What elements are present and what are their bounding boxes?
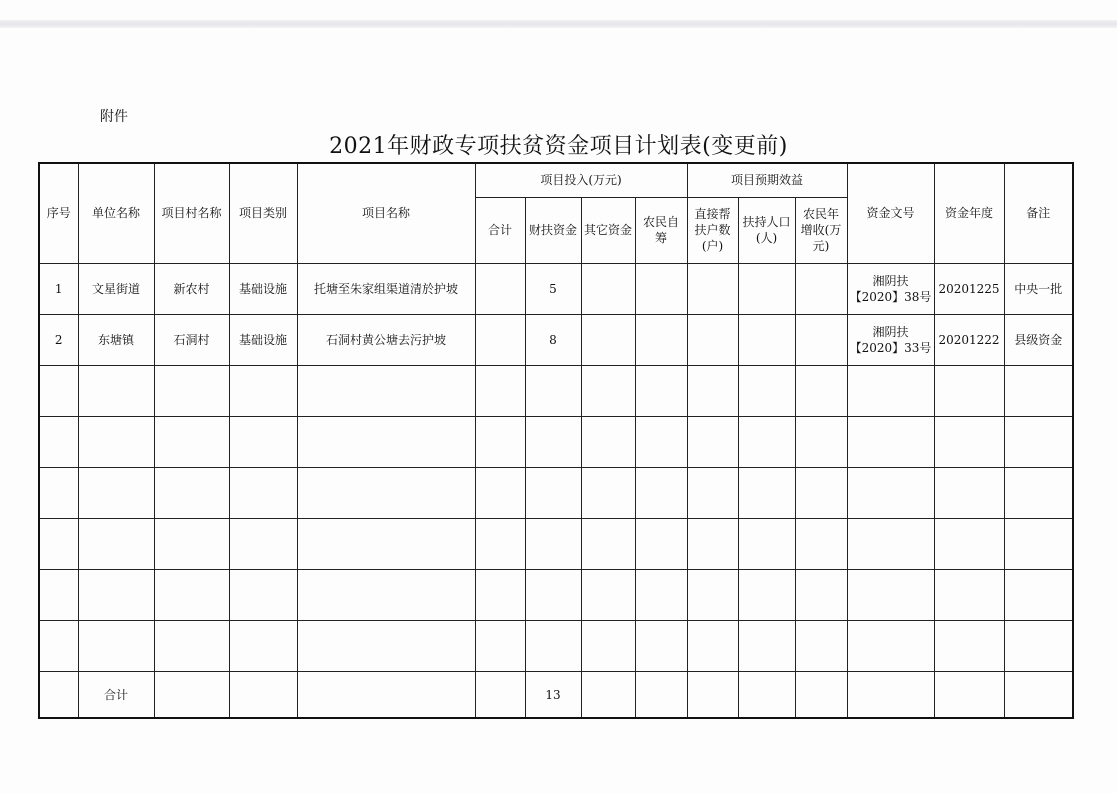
table-row xyxy=(39,314,1073,365)
empty-row xyxy=(39,365,1073,416)
header-total: 合计 xyxy=(475,197,525,263)
empty-row xyxy=(39,416,1073,467)
header-income-increase: 农民年增收(万元) xyxy=(795,197,847,263)
header-fund-year: 资金年度 xyxy=(934,163,1004,263)
cell-fund-doc: 湘阴扶【2020】33号 xyxy=(847,314,934,365)
attachment-label: 附件 xyxy=(100,109,128,125)
cell-remarks: 县级资金 xyxy=(1004,314,1073,365)
total-label: 合计 xyxy=(78,672,154,718)
cell-seq: 2 xyxy=(39,314,78,365)
cell-self-raised xyxy=(635,314,687,365)
cell-poverty-fund: 8 xyxy=(525,314,581,365)
cell-other-fund xyxy=(581,263,635,314)
total-poverty-fund: 13 xyxy=(525,672,581,718)
empty-row xyxy=(39,621,1073,672)
cell-project: 石洞村黄公塘去污护坡 xyxy=(297,314,475,365)
cell-population xyxy=(738,314,795,365)
header-remarks: 备注 xyxy=(1004,163,1073,263)
empty-row xyxy=(39,519,1073,570)
cell-total xyxy=(475,263,525,314)
cell-income xyxy=(795,314,847,365)
header-population: 扶持人口(人) xyxy=(738,197,795,263)
cell-fund-year: 20201225 xyxy=(934,263,1004,314)
cell-self-raised xyxy=(635,263,687,314)
empty-row xyxy=(39,467,1073,518)
header-row-1 xyxy=(39,163,1073,197)
header-direct-households: 直接帮扶户数(户) xyxy=(687,197,738,263)
cell-village: 石洞村 xyxy=(154,314,229,365)
cell-poverty-fund: 5 xyxy=(525,263,581,314)
header-category: 项目类别 xyxy=(229,163,297,263)
empty-row xyxy=(39,570,1073,621)
cell-project: 托塘至朱家组渠道清於护坡 xyxy=(297,263,475,314)
header-fund-doc: 资金文号 xyxy=(847,163,934,263)
page-title: 2021年财政专项扶贫资金项目计划表(变更前) xyxy=(329,134,788,159)
cell-income xyxy=(795,263,847,314)
cell-category: 基础设施 xyxy=(229,263,297,314)
cell-category: 基础设施 xyxy=(229,314,297,365)
cell-fund-doc: 湘阴扶【2020】38号 xyxy=(847,263,934,314)
table-row xyxy=(39,263,1073,314)
header-self-raised: 农民自筹 xyxy=(635,197,687,263)
header-benefit-group: 项目预期效益 xyxy=(687,163,847,197)
cell-total xyxy=(475,314,525,365)
cell-unit: 东塘镇 xyxy=(78,314,154,365)
cell-households xyxy=(687,314,738,365)
cell-other-fund xyxy=(581,314,635,365)
cell-population xyxy=(738,263,795,314)
header-village-name: 项目村名称 xyxy=(154,163,229,263)
cell-unit: 文星街道 xyxy=(78,263,154,314)
cell-remarks: 中央一批 xyxy=(1004,263,1073,314)
header-seq: 序号 xyxy=(39,163,78,263)
header-investment-group: 项目投入(万元) xyxy=(475,163,687,197)
cell-village: 新农村 xyxy=(154,263,229,314)
plan-table xyxy=(38,162,1074,719)
cell-fund-year: 20201222 xyxy=(934,314,1004,365)
header-unit-name: 单位名称 xyxy=(78,163,154,263)
header-other-fund: 其它资金 xyxy=(581,197,635,263)
total-row xyxy=(39,672,1073,718)
scan-top-band xyxy=(0,20,1117,28)
cell-households xyxy=(687,263,738,314)
header-poverty-fund: 财扶资金 xyxy=(525,197,581,263)
header-project-name: 项目名称 xyxy=(297,163,475,263)
cell-seq: 1 xyxy=(39,263,78,314)
